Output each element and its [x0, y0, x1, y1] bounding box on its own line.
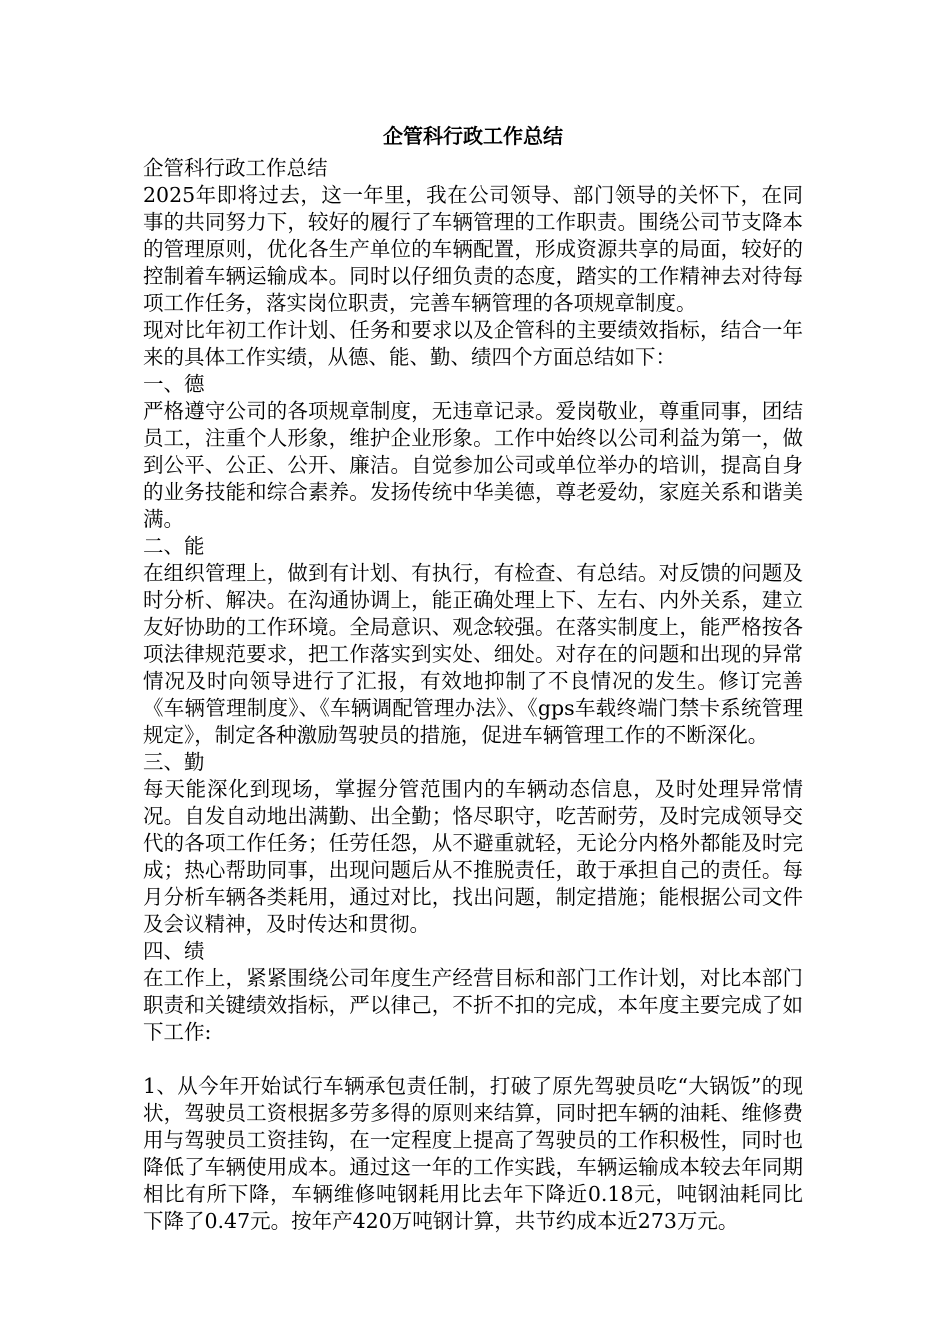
section-heading-de: 一、德 — [143, 372, 205, 396]
blank-line — [143, 1046, 803, 1073]
paragraph-subtitle: 企管科行政工作总结 — [143, 156, 328, 180]
document-page — [143, 119, 803, 1235]
section-heading-ji: 四、绩 — [143, 939, 205, 963]
paragraph-qin: 每天能深化到现场，掌握分管范围内的车辆动态信息，及时处理异常情况。自发自动地出满勤、出全勤；恪尽职守，吃苦耐劳，及时完成领导交代的各项工作任务；任劳任怨，从不避重就轻，无论分内格外都能及时完成；热心帮助同事，出现问题后从不推脱责任，敢于承担自己的责任。每月分析车辆各类耗用，通过对比，找出问题，制定措施；能根据公司文件及会议精神，及时传达和贯彻。 — [143, 777, 803, 936]
paragraph-item-1: 1、从今年开始试行车辆承包责任制，打破了原先驾驶员吃“大锅饭”的现状，驾驶员工资根据多劳多得的原则来结算，同时把车辆的油耗、维修费用与驾驶员工资挂钩，在一定程度上提高了驾驶员的工作积极性，同时也降低了车辆使用成本。通过这一年的工作实践，车辆运输成本较去年同期相比有所下降，车辆维修吨钢耗用比去年下降近0.18元，吨钢油耗同比下降了0.47元。按年产420万吨钢计算，共节约成本近273万元。 — [143, 1074, 803, 1233]
paragraph-ji: 在工作上，紧紧围绕公司年度生产经营目标和部门工作计划，对比本部门职责和关键绩效指标，严以律己，不折不扣的完成，本年度主要完成了如下工作: — [143, 966, 803, 1044]
section-heading-qin: 三、勤 — [143, 750, 205, 774]
section-heading-neng: 二、能 — [143, 534, 205, 558]
paragraph-de: 严格遵守公司的各项规章制度，无违章记录。爱岗敬业，尊重同事，团结员工，注重个人形象，维护企业形象。工作中始终以公司利益为第一，做到公平、公正、公开、廉洁。自觉参加公司或单位举办的培训，提高自身的业务技能和综合素养。发扬传统中华美德，尊老爱幼，家庭关系和谐美满。 — [143, 399, 803, 531]
paragraph-neng: 在组织管理上，做到有计划、有执行，有检查、有总结。对反馈的问题及时分析、解决。在沟通协调上，能正确处理上下、左右、内外关系，建立友好协助的工作环境。全局意识、观念较强。在落实制度上，能严格按各项法律规范要求，把工作落实到实处、细处。对存在的问题和出现的异常情况及时向领导进行了汇报，有效地抑制了不良情况的发生。修订完善《车辆管理制度》、《车辆调配管理办法》、《gps车载终端门禁卡系统管理规定》，制定各种激励驾驶员的措施，促进车辆管理工作的不断深化。 — [143, 561, 803, 747]
paragraph-overview: 现对比年初工作计划、任务和要求以及企管科的主要绩效指标，结合一年来的具体工作实绩，从德、能、勤、绩四个方面总结如下： — [143, 318, 803, 369]
document-title: 企管科行政工作总结 — [383, 124, 563, 148]
paragraph-intro: 2025年即将过去，这一年里，我在公司领导、部门领导的关怀下，在同事的共同努力下，较好的履行了车辆管理的工作职责。围绕公司节支降本的管理原则，优化各生产单位的车辆配置，形成资源共享的局面，较好的控制着车辆运输成本。同时以仔细负责的态度，踏实的工作精神去对待每项工作任务，落实岗位职责，完善车辆管理的各项规章制度。 — [143, 183, 803, 315]
